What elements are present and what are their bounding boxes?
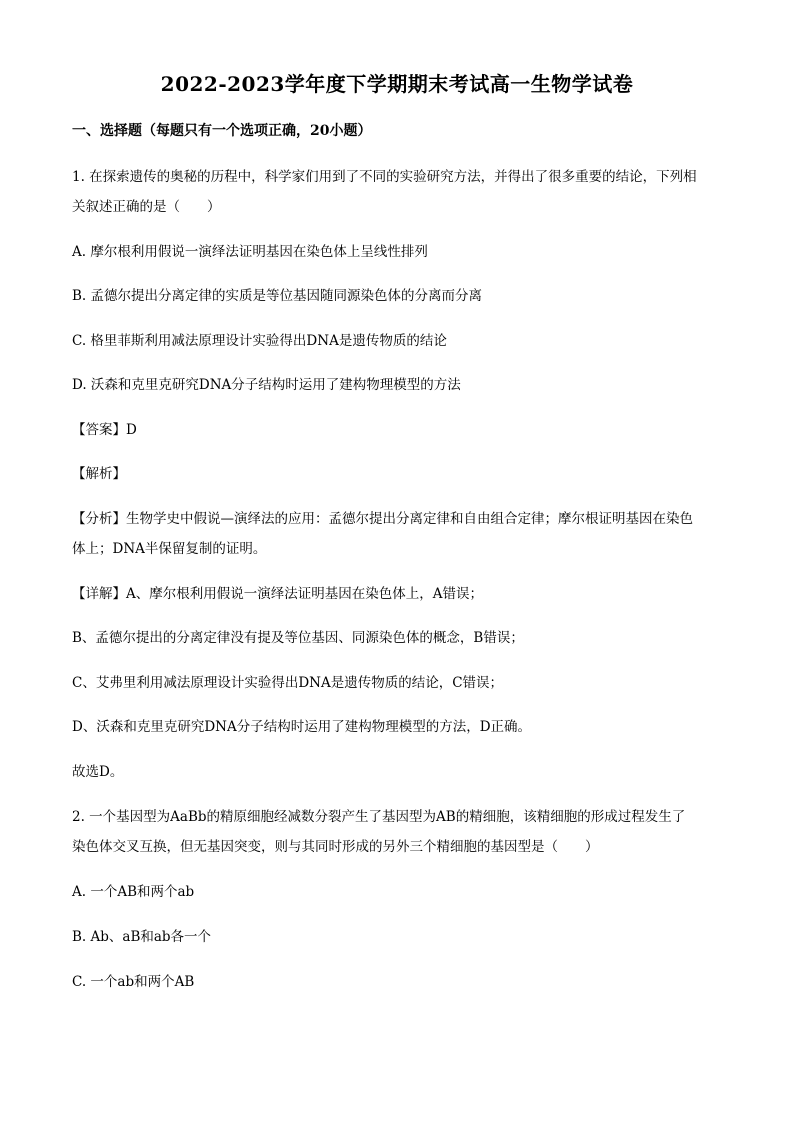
question-1-option-b: B. 孟德尔提出分离定律的实质是等位基因随同源染色体的分离而分离 <box>72 288 483 304</box>
answer-label: 【答案】 <box>72 422 126 438</box>
xiangjie-line-d: D、沃森和克里克研究DNA分子结构时运用了建构物理模型的方法，D正确。 <box>72 719 532 735</box>
fenxi-text-1: 生物学史中假说—演绎法的应用：孟德尔提出分离定律和自由组合定律；摩尔根证明基因在染色 <box>126 511 693 527</box>
question-1-stem-line-2: 关叙述正确的是（ ） <box>72 199 221 215</box>
question-1-answer <box>72 419 722 441</box>
question-2-option-c: C. 一个ab和两个AB <box>72 974 195 990</box>
question-1-option-c: C. 格里菲斯利用减法原理设计实验得出DNA是遗传物质的结论 <box>72 333 447 349</box>
question-1-stem-line-1: 1. 在探索遗传的奥秘的历程中，科学家们用到了不同的实验研究方法，并得出了很多重要的结论，下列相 <box>72 169 697 185</box>
fenxi-label: 【分析】 <box>72 511 126 527</box>
xiangjie-text-a: A、摩尔根利用假说一演绎法证明基因在染色体上，A错误； <box>126 586 483 602</box>
xiangjie-line-a <box>72 583 722 605</box>
conclusion: 故选D。 <box>72 764 124 780</box>
analysis-label: 【解析】 <box>72 466 126 482</box>
question-1-option-d: D. 沃森和克里克研究DNA分子结构时运用了建构物理模型的方法 <box>72 377 461 393</box>
fenxi-line-1 <box>72 508 722 530</box>
page-title: 2022-2023学年度下学期期末考试高一生物学试卷 <box>160 72 634 96</box>
question-2-option-b: B. Ab、aB和ab各一个 <box>72 929 212 945</box>
xiangjie-line-c: C、艾弗里利用减法原理设计实验得出DNA是遗传物质的结论，C错误； <box>72 675 504 691</box>
xiangjie-label: 【详解】 <box>72 586 126 602</box>
question-2-stem-line-1: 2. 一个基因型为AaBb的精原细胞经减数分裂产生了基因型为AB的精细胞，该精细胞的形成过程发生了 <box>72 809 686 825</box>
xiangjie-line-b: B、孟德尔提出的分离定律没有提及等位基因、同源染色体的概念，B错误； <box>72 630 524 646</box>
question-1-option-a: A. 摩尔根利用假说一演绎法证明基因在染色体上呈线性排列 <box>72 244 428 260</box>
question-2-option-a: A. 一个AB和两个ab <box>72 884 195 900</box>
question-2-stem-line-2: 染色体交叉互换，但无基因突变，则与其同时形成的另外三个精细胞的基因型是（ ） <box>72 839 599 855</box>
section-heading: 一、选择题（每题只有一个选项正确，20小题） <box>72 123 372 139</box>
fenxi-line-2: 体上；DNA半保留复制的证明。 <box>72 541 267 557</box>
answer-value: D <box>126 422 137 438</box>
